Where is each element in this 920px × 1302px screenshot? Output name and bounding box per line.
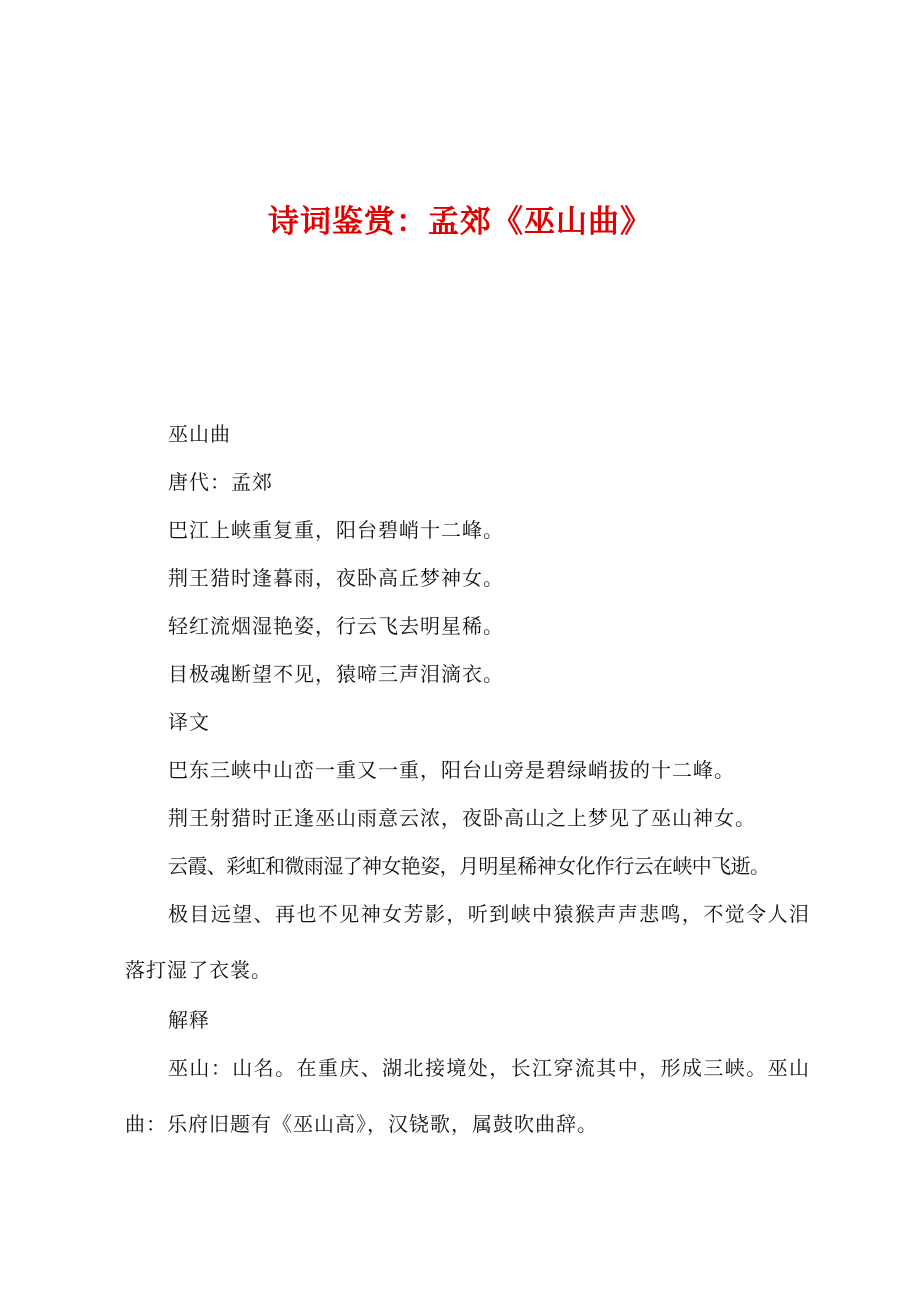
poem-name: 巫山曲 [168, 422, 231, 446]
poem-author: 唐代：孟郊 [168, 470, 273, 494]
explanation-text: 巫山：山名。在重庆、湖北接境处，长江穿流其中，形成三峡。巫山曲：乐府旧题有《巫山高》，汉铙歌，属鼓吹曲辞。 [125, 1056, 810, 1136]
translation-heading: 译文 [168, 710, 210, 734]
poem-line: 轻红流烟湿艳姿，行云飞去明星稀。 [168, 614, 504, 638]
translation-line: 极目远望、再也不见神女芳影，听到峡中猿猴声声悲鸣，不觉令人泪落打湿了衣裳。 [125, 902, 810, 982]
translation-line: 荆王射猎时正逢巫山雨意云浓，夜卧高山之上梦见了巫山神女。 [168, 806, 756, 830]
translation-line: 巴东三峡中山峦一重又一重，阳台山旁是碧绿峭拔的十二峰。 [168, 758, 735, 782]
poem-line: 目极魂断望不见，猿啼三声泪滴衣。 [168, 662, 504, 686]
document-title: 诗词鉴赏：孟郊《巫山曲》 [268, 204, 652, 240]
translation-line: 云霞、彩虹和微雨湿了神女艳姿，月明星稀神女化作行云在峡中飞逝。 [168, 854, 770, 878]
poem-line: 荆王猎时逢暮雨，夜卧高丘梦神女。 [168, 566, 504, 590]
document-body [125, 422, 810, 1162]
poem-line: 巴江上峡重复重，阳台碧峭十二峰。 [168, 518, 504, 542]
explanation-heading: 解释 [168, 1008, 210, 1032]
